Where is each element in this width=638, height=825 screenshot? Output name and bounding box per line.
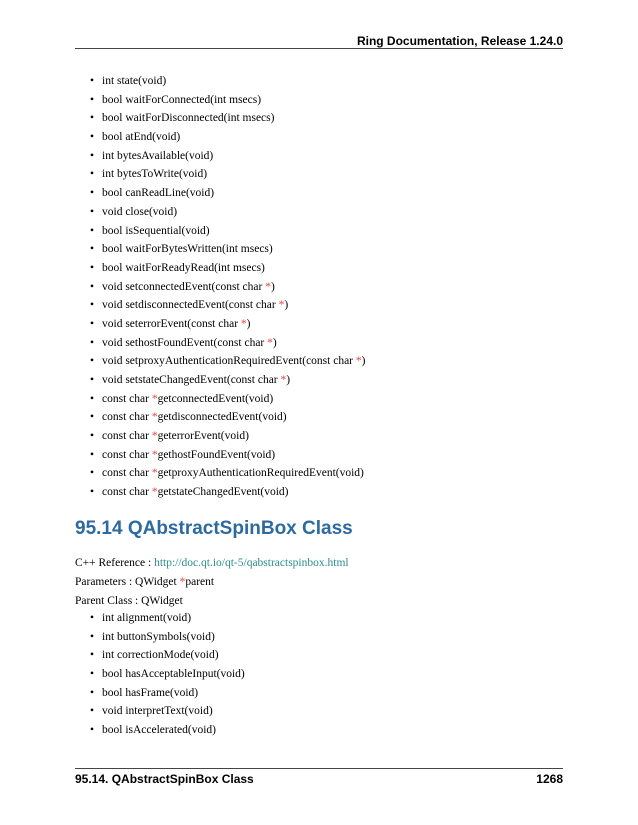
bullet-icon: •: [90, 187, 95, 200]
bullet-icon: •: [90, 168, 95, 181]
bullet-icon: •: [90, 149, 95, 162]
method-text: ): [284, 299, 289, 312]
bullet-icon: •: [90, 355, 95, 368]
list-item: [88, 111, 365, 130]
list-item: [88, 280, 365, 299]
method-text: bool waitForConnected(int msecs): [102, 93, 262, 106]
bullet-icon: •: [90, 75, 95, 87]
list-item: [88, 205, 365, 224]
method-text: bool hasFrame(void): [102, 686, 199, 699]
method-text: ): [246, 317, 251, 330]
method-text: void setstateChangedEvent(const char: [102, 374, 281, 386]
method-text: ): [361, 355, 366, 368]
bullet-icon: •: [90, 131, 95, 144]
bullet-icon: •: [90, 374, 95, 386]
list-item: [88, 373, 365, 392]
method-text: getstateChangedEvent(void): [157, 486, 289, 499]
list-item: [88, 317, 365, 336]
list-item: [88, 186, 365, 205]
list-item: [88, 723, 245, 742]
method-text: int bytesAvailable(void): [102, 149, 214, 162]
list-item: [88, 354, 365, 373]
list-item: [88, 686, 245, 705]
bullet-icon: •: [90, 630, 95, 643]
list-item: [88, 149, 365, 168]
method-text: bool isAccelerated(void): [102, 724, 216, 737]
list-item: [88, 704, 245, 723]
pointer-star: *: [151, 430, 158, 443]
header-rule: [75, 48, 563, 49]
cpp-reference-line: [75, 557, 349, 569]
bullet-icon: •: [90, 112, 95, 125]
method-text: void sethostFoundEvent(const char: [102, 336, 268, 349]
pointer-star: *: [267, 336, 273, 349]
footer-section: 95.14. QAbstractSpinBox Class: [75, 772, 254, 786]
method-text: void setproxyAuthenticationRequiredEvent(const char: [102, 355, 356, 368]
pointer-star: *: [240, 317, 247, 330]
method-text: getconnectedEvent(void): [157, 392, 274, 405]
method-text: bool atEnd(void): [102, 131, 181, 144]
list-item: [88, 74, 365, 93]
list-item: [88, 410, 365, 429]
list-item: [88, 298, 365, 317]
bullet-icon: •: [90, 205, 95, 218]
method-text: int alignment(void): [102, 612, 192, 624]
method-text: void setdisconnectedEvent(const char: [102, 299, 279, 312]
footer-rule: [75, 768, 563, 769]
bullet-icon: •: [90, 724, 95, 737]
bullet-icon: •: [90, 411, 95, 424]
method-text: const char: [102, 411, 152, 424]
bullet-icon: •: [90, 299, 95, 312]
list-item: [88, 336, 365, 355]
method-text: int buttonSymbols(void): [102, 630, 215, 643]
method-text: bool hasAcceptableInput(void): [102, 668, 245, 681]
bullet-icon: •: [90, 705, 95, 718]
parameters-value: parent: [185, 576, 215, 588]
method-text: const char: [102, 486, 152, 499]
method-text: void interpretText(void): [102, 705, 213, 718]
list-item: [88, 485, 365, 504]
pointer-star: *: [278, 299, 285, 312]
method-text: const char: [102, 392, 152, 405]
section-title: 95.14 QAbstractSpinBox Class: [75, 518, 353, 539]
cpp-reference-label: C++ Reference :: [75, 557, 155, 569]
parent-class-line: Parent Class : QWidget: [75, 595, 183, 607]
bullet-icon: •: [90, 224, 95, 237]
list-item: [88, 224, 365, 243]
cpp-reference-link[interactable]: http://doc.qt.io/qt-5/qabstractspinbox.html: [154, 557, 349, 569]
method-text: bool waitForReadyRead(int msecs): [102, 261, 265, 274]
method-text: bool waitForDisconnected(int msecs): [102, 112, 275, 125]
method-text: bool canReadLine(void): [102, 187, 215, 200]
list-item: [88, 93, 365, 112]
bullet-icon: •: [90, 317, 95, 330]
list-item: [88, 392, 365, 411]
list-item: [88, 167, 365, 186]
list-item: [88, 448, 365, 467]
pointer-star: *: [151, 448, 158, 461]
pointer-star: *: [280, 374, 287, 386]
bullet-icon: •: [90, 280, 95, 293]
method-text: void setconnectedEvent(const char: [102, 280, 266, 293]
method-text: geterrorEvent(void): [157, 430, 249, 443]
parameters-line: [75, 576, 214, 588]
parameters-label: Parameters : QWidget: [75, 576, 180, 588]
running-header: Ring Documentation, Release 1.24.0: [356, 34, 563, 48]
list-item: [88, 130, 365, 149]
method-text: const char: [102, 430, 152, 443]
bullet-icon: •: [90, 467, 95, 480]
bullet-icon: •: [90, 93, 95, 106]
bullet-icon: •: [90, 336, 95, 349]
method-text: void close(void): [102, 205, 178, 218]
bullet-icon: •: [90, 448, 95, 461]
method-text: getproxyAuthenticationRequiredEvent(void): [157, 467, 364, 480]
bullet-icon: •: [90, 649, 95, 662]
bullet-icon: •: [90, 686, 95, 699]
method-text: gethostFoundEvent(void): [157, 448, 276, 461]
parameters-star: *: [179, 576, 186, 588]
method-text: ): [272, 336, 277, 349]
method-text: int correctionMode(void): [102, 649, 219, 662]
pointer-star: *: [151, 486, 158, 499]
list-item: [88, 611, 245, 630]
pointer-star: *: [151, 467, 158, 480]
method-text: getdisconnectedEvent(void): [157, 411, 287, 424]
method-text: int bytesToWrite(void): [102, 168, 208, 181]
method-text: const char: [102, 467, 152, 480]
method-text: int state(void): [102, 75, 167, 87]
bullet-icon: •: [90, 243, 95, 256]
list-item: [88, 242, 365, 261]
pointer-star: *: [265, 280, 271, 293]
method-list-top: [88, 74, 365, 504]
bullet-icon: •: [90, 392, 95, 405]
list-item: [88, 466, 365, 485]
pointer-star: *: [151, 411, 158, 424]
list-item: [88, 261, 365, 280]
method-text: ): [270, 280, 275, 293]
page-number: 1268: [536, 772, 563, 786]
list-item: [88, 648, 245, 667]
bullet-icon: •: [90, 668, 95, 681]
bullet-icon: •: [90, 261, 95, 274]
bullet-icon: •: [90, 430, 95, 443]
bullet-icon: •: [90, 612, 95, 624]
bullet-icon: •: [90, 486, 95, 499]
method-text: bool waitForBytesWritten(int msecs): [102, 243, 273, 256]
method-text: const char: [102, 448, 152, 461]
method-text: void seterrorEvent(const char: [102, 317, 241, 330]
method-list-bottom: [88, 611, 245, 742]
list-item: [88, 630, 245, 649]
method-text: ): [286, 374, 291, 386]
list-item: [88, 667, 245, 686]
method-text: bool isSequential(void): [102, 224, 210, 237]
pointer-star: *: [151, 392, 158, 405]
list-item: [88, 429, 365, 448]
pointer-star: *: [355, 355, 362, 368]
